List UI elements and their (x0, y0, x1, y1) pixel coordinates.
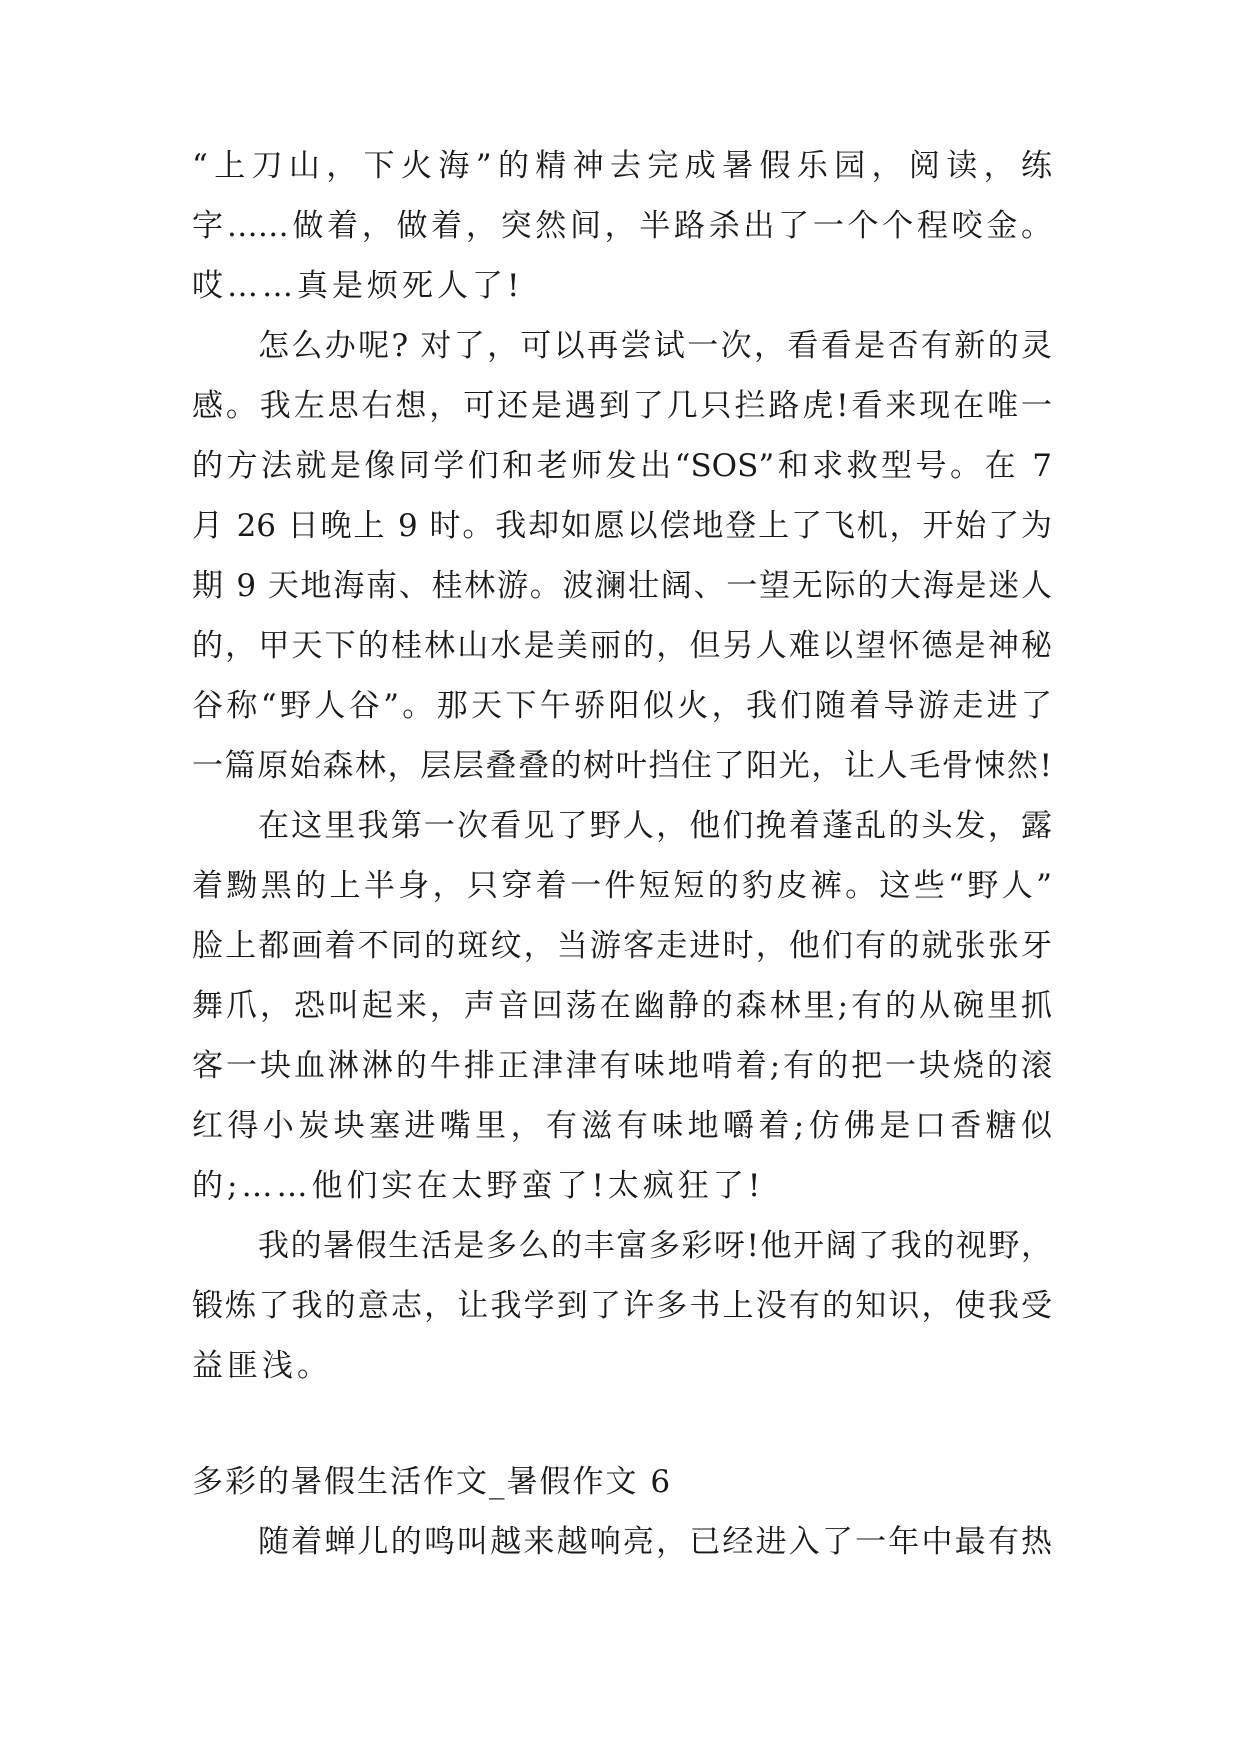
text-line: 的方法就是像同学们和老师发出“SOS”和求救型号。在 7 (192, 448, 1052, 484)
text-line: 字……做着，做着，突然间，半路杀出了一个个程咬金。 (192, 208, 1052, 244)
text-line: 着黝黑的上半身，只穿着一件短短的豹皮裤。这些“野人” (192, 868, 1052, 904)
text-line: 感。我左思右想，可还是遇到了几只拦路虎!看来现在唯一 (192, 388, 1052, 424)
section-heading: 多彩的暑假生活作文_暑假作文 6 (192, 1464, 673, 1500)
text-line: “上刀山，下火海”的精神去完成暑假乐园，阅读，练 (192, 148, 1052, 184)
text-line: 怎么办呢? 对了，可以再尝试一次，看看是否有新的灵 (258, 328, 1052, 364)
text-line: 哎……真是烦死人了! (192, 268, 524, 304)
text-line: 我的暑假生活是多么的丰富多彩呀!他开阔了我的视野， (258, 1228, 1052, 1264)
text-line: 一篇原始森林，层层叠叠的树叶挡住了阳光，让人毛骨悚然! (192, 748, 1052, 784)
text-line: 随着蝉儿的鸣叫越来越响亮，已经进入了一年中最有热 (258, 1524, 1052, 1560)
text-line: 益匪浅。 (192, 1348, 332, 1384)
text-line: 脸上都画着不同的斑纹，当游客走进时，他们有的就张张牙 (192, 928, 1052, 964)
text-line: 舞爪，恐叫起来，声音回荡在幽静的森林里;有的从碗里抓 (192, 988, 1052, 1024)
text-line: 期 9 天地海南、桂林游。波澜壮阔、一望无际的大海是迷人 (192, 568, 1052, 604)
text-line: 的;……他们实在太野蛮了!太疯狂了! (192, 1168, 765, 1204)
text-line: 客一块血淋淋的牛排正津津有味地啃着;有的把一块烧的滚 (192, 1048, 1052, 1084)
text-line: 锻炼了我的意志，让我学到了许多书上没有的知识，使我受 (192, 1288, 1052, 1324)
text-line: 在这里我第一次看见了野人，他们挽着蓬乱的头发，露 (258, 808, 1052, 844)
text-line: 的，甲天下的桂林山水是美丽的，但另人难以望怀德是神秘 (192, 628, 1052, 664)
text-line: 谷称“野人谷”。那天下午骄阳似火，我们随着导游走进了 (192, 688, 1052, 724)
text-line: 红得小炭块塞进嘴里，有滋有味地嚼着;仿佛是口香糖似 (192, 1108, 1052, 1144)
text-line: 月 26 日晚上 9 时。我却如愿以偿地登上了飞机，开始了为 (192, 508, 1052, 544)
